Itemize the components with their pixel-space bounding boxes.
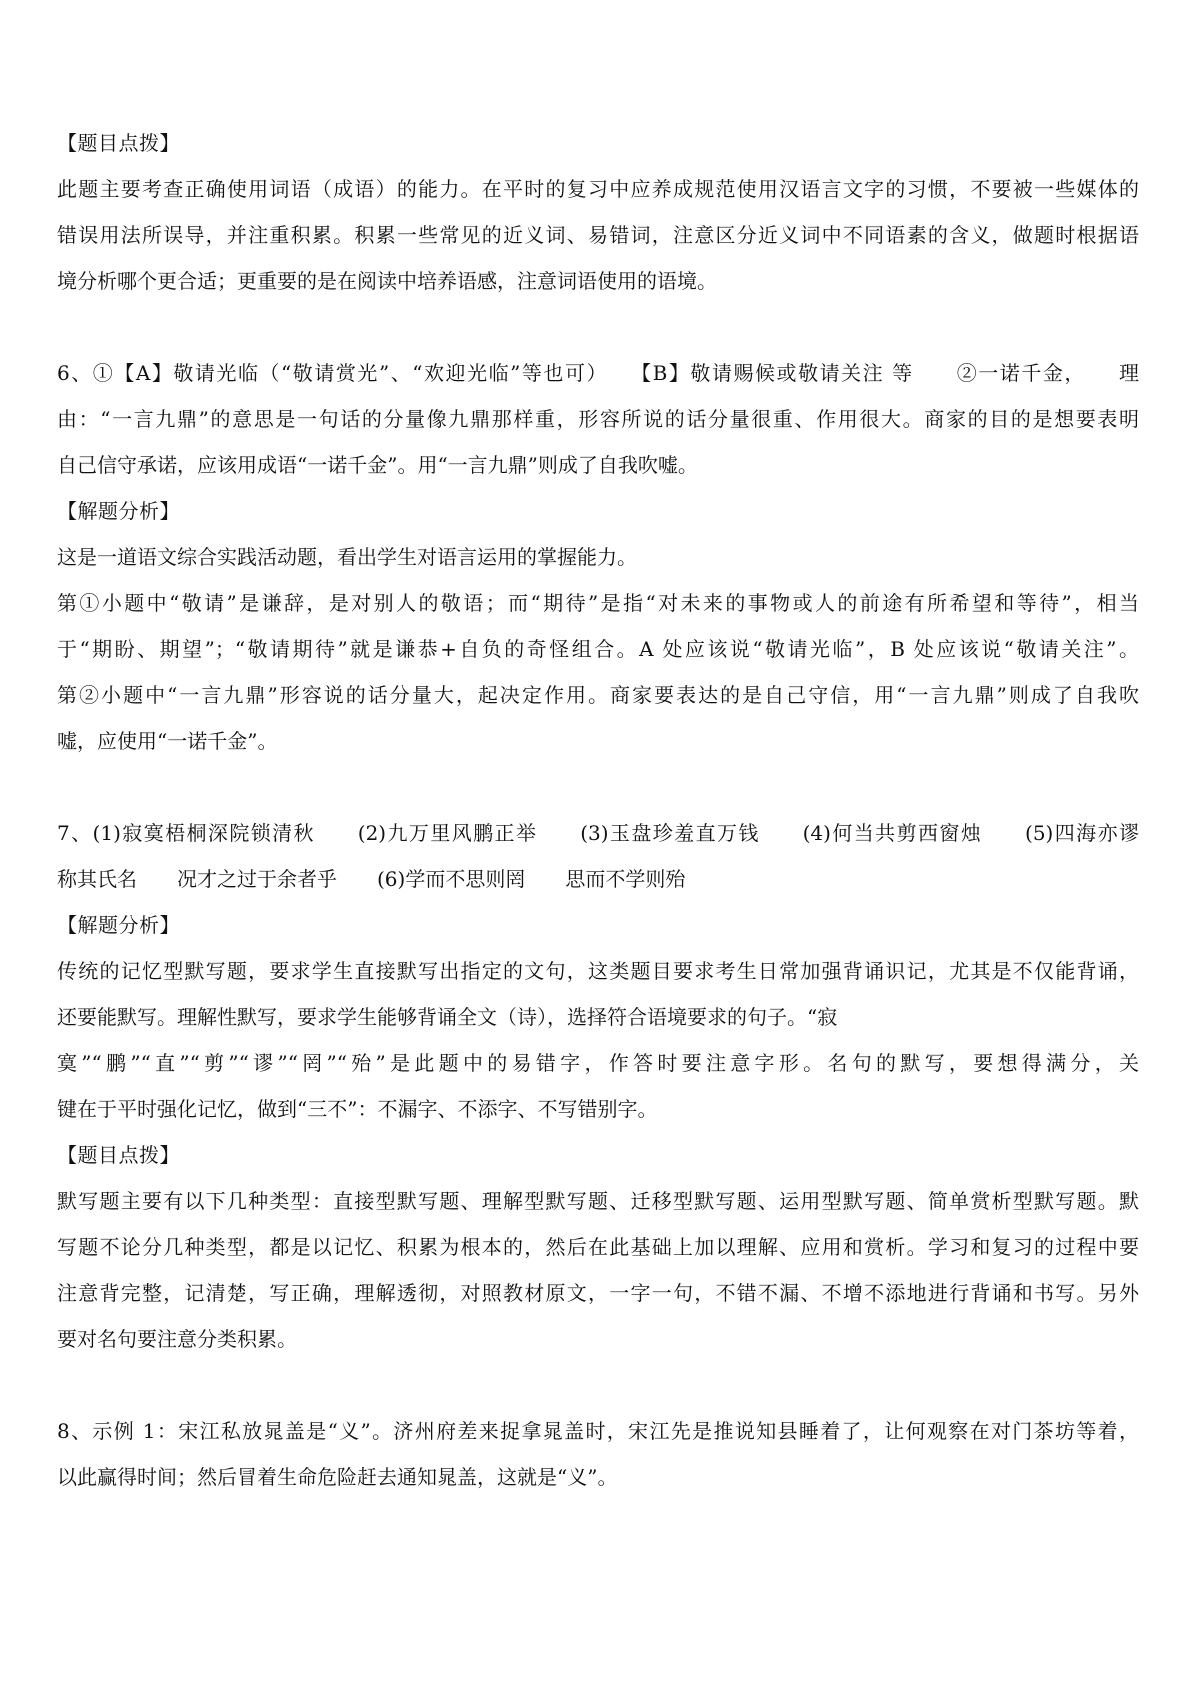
paragraph-line: 这是一道语文综合实践活动题，看出学生对语言运用的掌握能力。 — [57, 545, 637, 569]
paragraph-line: 6、①【A】敬请光临（“敬请赏光”、“欢迎光临”等也可） 【B】敬请赐候或敬请关注 等 ②一诺千金， 理 — [57, 361, 1139, 385]
paragraph-line: 写题不论分几种类型，都是以记忆、积累为根本的，然后在此基础上加以理解、应用和赏析。学习和复习的过程中要 — [57, 1235, 1139, 1259]
paragraph-line: 由：“一言九鼎”的意思是一句话的分量像九鼎那样重，形容所说的话分量很重、作用很大。商家的目的是想要表明 — [57, 407, 1139, 431]
paragraph-line: 要对名句要注意分类积累。 — [57, 1327, 297, 1351]
paragraph-line: 错误用法所误导，并注重积累。积累一些常见的近义词、易错词，注意区分近义词中不同语素的含义，做题时根据语 — [57, 223, 1139, 247]
document-page — [57, 120, 1139, 1500]
answer-section-s7 — [57, 810, 1139, 1362]
paragraph-line: 7、(1)寂寞梧桐深院锁清秋 (2)九万里风鹏正举 (3)玉盘珍羞直万钱 (4)何当共剪西窗烛 (5)四海亦谬 — [57, 821, 1139, 845]
section-spacer — [57, 1362, 1139, 1408]
paragraph-line: 8、示例 1：宋江私放晁盖是“义”。济州府差来捉拿晁盖时，宋江先是推说知县睡着了，让何观察在对门茶坊等着， — [57, 1419, 1139, 1443]
section-heading: 【解题分析】 — [57, 499, 180, 523]
paragraph-line: 嘘，应使用“一诺千金”。 — [57, 729, 278, 753]
paragraph-line: 于“期盼、期望”；“敬请期待”就是谦恭+自负的奇怪组合。A 处应该说“敬请光临”，B 处应该说“敬请关注”。 — [57, 637, 1139, 661]
section-heading: 【题目点拨】 — [57, 131, 180, 155]
paragraph-line: 自己信守承诺，应该用成语“一诺千金”。用“一言九鼎”则成了自我吹嘘。 — [57, 453, 698, 477]
answer-section-s8 — [57, 1408, 1139, 1500]
section-spacer — [57, 764, 1139, 810]
paragraph-line: 键在于平时强化记忆，做到“三不”：不漏字、不添字、不写错别字。 — [57, 1097, 658, 1121]
paragraph-line: 第②小题中“一言九鼎”形容说的话分量大，起决定作用。商家要表达的是自己守信，用“一言九鼎”则成了自我吹 — [57, 683, 1139, 707]
section-heading: 【解题分析】 — [57, 913, 180, 937]
paragraph-line: 称其氏名 况才之过于余者乎 (6)学而不思则罔 思而不学则殆 — [57, 867, 686, 891]
answer-section-s1 — [57, 120, 1139, 304]
paragraph-line: 以此赢得时间；然后冒着生命危险赶去通知晁盖，这就是“义”。 — [57, 1465, 618, 1489]
paragraph-line: 传统的记忆型默写题，要求学生直接默写出指定的文句，这类题目要求考生日常加强背诵识记，尤其是不仅能背诵， — [57, 959, 1139, 983]
paragraph-line: 第①小题中“敬请”是谦辞，是对别人的敬语；而“期待”是指“对未来的事物或人的前途有所希望和等待”，相当 — [57, 591, 1139, 615]
paragraph-line: 此题主要考查正确使用词语（成语）的能力。在平时的复习中应养成规范使用汉语言文字的习惯，不要被一些媒体的 — [57, 177, 1139, 201]
section-heading: 【题目点拨】 — [57, 1143, 180, 1167]
paragraph-line: 境分析哪个更合适；更重要的是在阅读中培养语感，注意词语使用的语境。 — [57, 269, 717, 293]
paragraph-line: 默写题主要有以下几种类型：直接型默写题、理解型默写题、迁移型默写题、运用型默写题、简单赏析型默写题。默 — [57, 1189, 1139, 1213]
answer-section-s6 — [57, 350, 1139, 764]
paragraph-line: 还要能默写。理解性默写，要求学生能够背诵全文（诗），选择符合语境要求的句子。“寂 — [57, 1005, 838, 1029]
section-spacer — [57, 304, 1139, 350]
paragraph-line: 寞”“鹏”“直”“剪”“谬”“罔”“殆”是此题中的易错字，作答时要注意字形。名句的默写，要想得满分，关 — [57, 1051, 1139, 1075]
paragraph-line: 注意背完整，记清楚，写正确，理解透彻，对照教材原文，一字一句，不错不漏、不增不添地进行背诵和书写。另外 — [57, 1281, 1139, 1305]
